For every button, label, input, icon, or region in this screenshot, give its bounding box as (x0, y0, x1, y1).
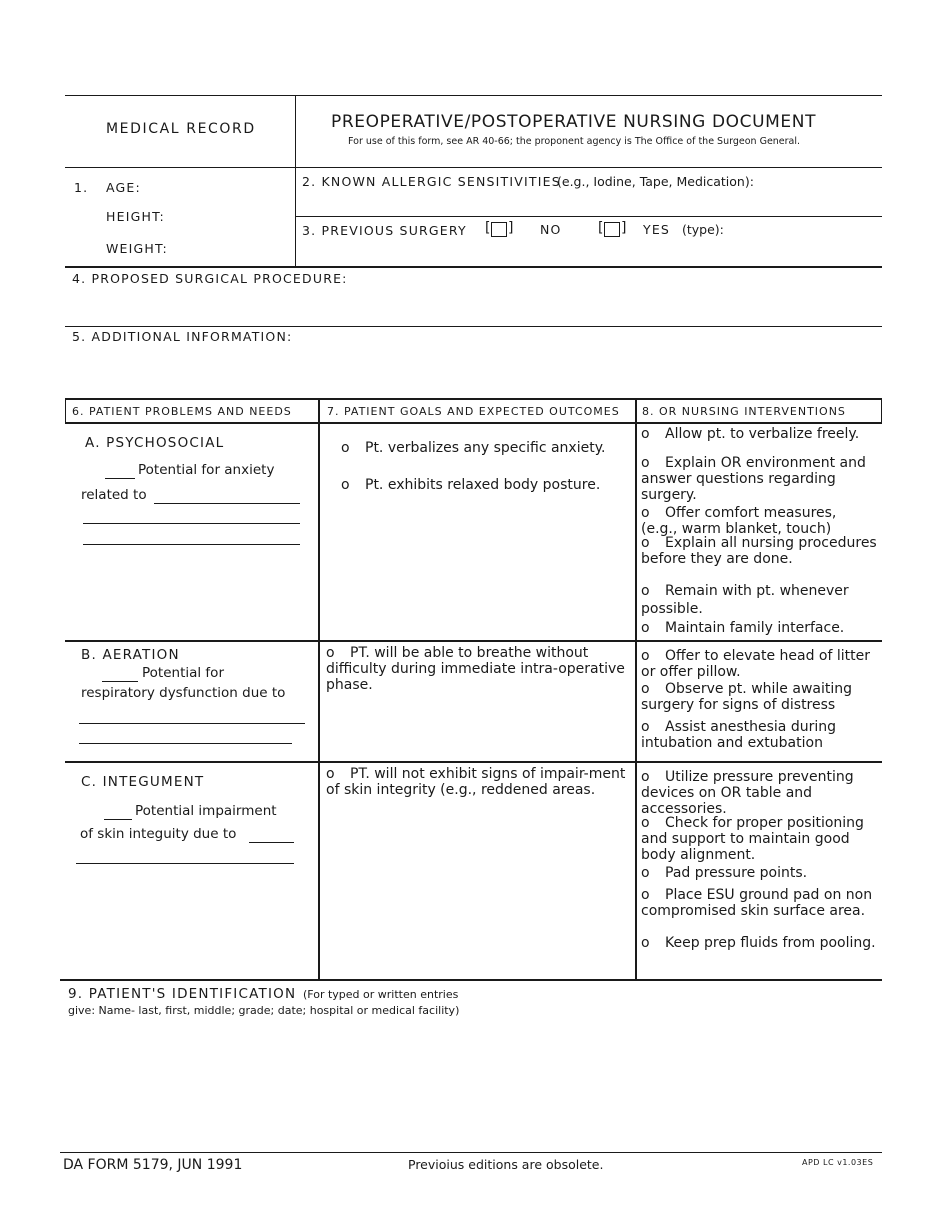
row-c-problem1: Potential impairment (135, 803, 277, 819)
row-a-title: A. PSYCHOSOCIAL (85, 435, 225, 451)
table-col7-divider (318, 398, 320, 980)
row-b-goal: o PT. will be able to breathe without difficulty during immediate intra-operative phase. (326, 645, 625, 693)
row-c-intervention-5: o Keep prep fluids from pooling. (641, 935, 876, 951)
row-b-intervention-3: o Assist anesthesia during intubation and extubation (641, 719, 837, 751)
row-a-intervention-6: o Maintain family interface. (641, 620, 845, 636)
row-c-problem2: of skin integuity due to (80, 826, 237, 842)
patient-id-label: 9. PATIENT'S IDENTIFICATION (68, 986, 297, 1002)
table-header-bottom-rule (65, 422, 882, 424)
section1-divider (295, 167, 296, 267)
top-rule (65, 95, 882, 96)
row-a-blank[interactable] (105, 478, 135, 479)
row-a-intervention-2: o Explain OR environment and answer questions regarding surgery. (641, 455, 866, 503)
row-b-intervention-2: o Observe pt. while awaiting surgery for signs of distress (641, 681, 852, 713)
yes-label: YES (643, 222, 671, 237)
row-b-blank[interactable] (102, 681, 138, 682)
yes-bracket-left: [ (598, 220, 604, 236)
row-a-intervention-1: o Allow pt. to verbalize freely. (641, 426, 860, 442)
proposed-procedure-label: 4. PROPOSED SURGICAL PROCEDURE: (72, 271, 348, 286)
obsolete-note: Previoius editions are obsolete. (408, 1157, 604, 1172)
patient-id-hint1: (For typed or written entries (303, 988, 459, 1001)
version-label: APD LC v1.03ES (802, 1158, 874, 1167)
row-c-line1[interactable] (249, 842, 294, 843)
previous-surgery-label: 3. PREVIOUS SURGERY (302, 223, 467, 238)
form-title: PREOPERATIVE/POSTOPERATIVE NURSING DOCUMENT (331, 112, 817, 132)
col8-header: 8. OR NURSING INTERVENTIONS (642, 405, 846, 418)
no-bracket-left: [ (485, 220, 491, 236)
table-bottom-rule (60, 979, 882, 981)
table-right-header-edge (881, 398, 882, 424)
row-c-intervention-2: o Check for proper positioning and support to maintain good body alignment. (641, 815, 864, 863)
age-label: AGE: (106, 180, 141, 195)
type-label: (type): (682, 222, 724, 237)
allergies-label: 2. KNOWN ALLERGIC SENSITIVITIES (302, 174, 561, 189)
header-divider (295, 95, 296, 167)
row-b-title: B. AERATION (81, 647, 180, 663)
additional-info-label: 5. ADDITIONAL INFORMATION: (72, 329, 293, 344)
row-a-intervention-4: o Explain all nursing procedures before they are done. (641, 535, 877, 567)
row-c-line2[interactable] (76, 863, 294, 864)
row-a-intervention-5: o Remain with pt. whenever possible. (641, 583, 849, 617)
yes-bracket-right: ] (621, 220, 627, 236)
allergies-hint: (e.g., Iodine, Tape, Medication): (557, 174, 754, 189)
row-a-goal-2: o Pt. exhibits relaxed body posture. (341, 477, 601, 493)
form-subtitle: For use of this form, see AR 40-66; the proponent agency is The Office of the Surgeon General. (348, 136, 801, 147)
section1-number: 1. (74, 180, 89, 195)
no-bracket-right: ] (508, 220, 514, 236)
no-checkbox[interactable] (491, 222, 507, 237)
yes-checkbox[interactable] (604, 222, 620, 237)
row-a-line2[interactable] (83, 523, 300, 524)
table-left-header-edge (65, 398, 66, 424)
height-label: HEIGHT: (106, 209, 165, 224)
row-c-intervention-1: o Utilize pressure preventing devices on OR table and accessories. (641, 769, 854, 817)
row-a-intervention-3: o Offer comfort measures, (e.g., warm blanket, touch) (641, 505, 837, 537)
row-a-goal-1: o Pt. verbalizes any specific anxiety. (341, 440, 606, 456)
header-bottom-rule (65, 167, 882, 168)
footer-rule (60, 1152, 882, 1153)
allergies-bottom-rule (295, 216, 882, 217)
table-top-rule (65, 398, 882, 400)
row-c-intervention-3: o Pad pressure points. (641, 865, 808, 881)
table-col8-divider (635, 398, 637, 980)
row-b-bottom-rule (65, 761, 882, 763)
no-label: NO (540, 222, 562, 237)
row-b-problem2: respiratory dysfunction due to (81, 685, 286, 701)
col7-header: 7. PATIENT GOALS AND EXPECTED OUTCOMES (327, 405, 620, 418)
section4-bottom-rule (65, 326, 882, 327)
form-number: DA FORM 5179, JUN 1991 (63, 1157, 243, 1173)
section3-bottom-rule (65, 266, 882, 268)
row-a-problem2: related to (81, 487, 147, 503)
row-a-bottom-rule (65, 640, 882, 642)
col6-header: 6. PATIENT PROBLEMS AND NEEDS (72, 405, 292, 418)
row-b-problem1: Potential for (142, 665, 224, 681)
row-a-problem1: Potential for anxiety (138, 462, 275, 478)
weight-label: WEIGHT: (106, 241, 168, 256)
row-b-line2[interactable] (79, 743, 292, 744)
row-b-intervention-1: o Offer to elevate head of litter or offer pillow. (641, 648, 870, 680)
row-a-line3[interactable] (83, 544, 300, 545)
row-c-title: C. INTEGUMENT (81, 774, 205, 790)
row-b-line1[interactable] (79, 723, 305, 724)
row-a-line1[interactable] (154, 503, 300, 504)
row-c-intervention-4: o Place ESU ground pad on non compromised skin surface area. (641, 887, 873, 919)
row-c-goal: o PT. will not exhibit signs of impair-ment of skin integrity (e.g., reddened areas. (326, 766, 626, 798)
medical-record-label: MEDICAL RECORD (106, 121, 256, 137)
patient-id-hint2: give: Name- last, first, middle; grade; date; hospital or medical facility) (68, 1004, 460, 1017)
row-c-blank[interactable] (104, 819, 132, 820)
